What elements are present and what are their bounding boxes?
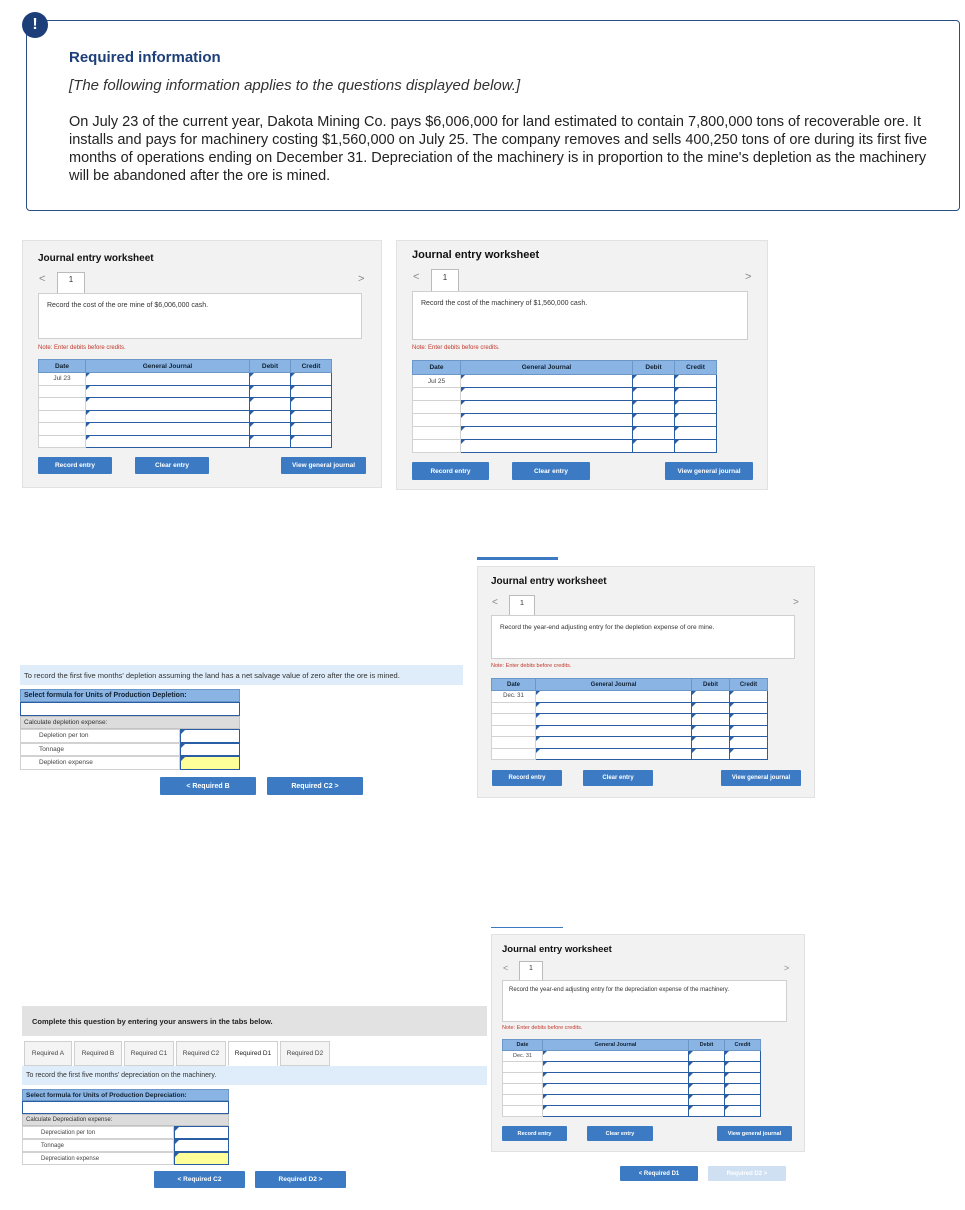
tonnage-input[interactable] bbox=[174, 1139, 229, 1152]
date-cell bbox=[503, 1073, 543, 1084]
worksheet-prompt: Record the year-end adjusting entry for the depreciation expense of the machinery. bbox=[502, 980, 787, 1022]
date-cell bbox=[39, 385, 86, 398]
date-cell bbox=[492, 748, 536, 760]
clear-entry-button[interactable]: Clear entry bbox=[512, 462, 590, 480]
tab-required-d1[interactable]: Required D1 bbox=[228, 1041, 278, 1066]
tonnage-input[interactable] bbox=[180, 743, 240, 757]
row-label: Depreciation expense bbox=[22, 1152, 174, 1165]
depreciation-row bbox=[22, 1126, 229, 1139]
record-entry-button[interactable]: Record entry bbox=[412, 462, 489, 480]
account-input[interactable] bbox=[461, 427, 633, 440]
col-general-journal: General Journal bbox=[86, 360, 250, 373]
debit-input[interactable] bbox=[689, 1051, 725, 1062]
required-d1-button[interactable]: < Required D1 bbox=[620, 1166, 698, 1181]
credit-input[interactable] bbox=[291, 435, 332, 448]
row-label: Tonnage bbox=[20, 743, 180, 757]
depreciation-per-ton-input[interactable] bbox=[174, 1126, 229, 1139]
date-cell bbox=[413, 440, 461, 453]
date-cell bbox=[492, 737, 536, 749]
journal-grid bbox=[38, 359, 332, 448]
depreciation-row bbox=[22, 1152, 229, 1165]
col-date: Date bbox=[503, 1040, 543, 1051]
credit-input[interactable] bbox=[675, 414, 717, 427]
depreciation-row bbox=[22, 1139, 229, 1152]
account-input[interactable] bbox=[543, 1106, 689, 1117]
tab-required-c1[interactable]: Required C1 bbox=[124, 1041, 174, 1066]
tab-required-d2[interactable]: Required D2 bbox=[280, 1041, 330, 1066]
account-input[interactable] bbox=[86, 435, 250, 448]
col-credit: Credit bbox=[291, 360, 332, 373]
worksheet-note: Note: Enter debits before credits. bbox=[412, 345, 500, 351]
debit-input[interactable] bbox=[633, 440, 675, 453]
depreciation-instruction: To record the first five months' depreciation on the machinery. bbox=[22, 1066, 487, 1085]
debit-input[interactable] bbox=[692, 702, 730, 714]
col-date: Date bbox=[39, 360, 86, 373]
worksheet-note: Note: Enter debits before credits. bbox=[491, 663, 572, 669]
row-label: Tonnage bbox=[22, 1139, 174, 1152]
account-input[interactable] bbox=[86, 410, 250, 423]
date-cell bbox=[503, 1084, 543, 1095]
row-label: Depletion per ton bbox=[20, 729, 180, 743]
chevron-left-icon[interactable]: < bbox=[39, 273, 46, 285]
debit-input[interactable] bbox=[689, 1073, 725, 1084]
debit-input[interactable] bbox=[633, 414, 675, 427]
date-cell bbox=[492, 702, 536, 714]
record-entry-button[interactable]: Record entry bbox=[502, 1126, 567, 1141]
date-cell bbox=[503, 1062, 543, 1073]
clear-entry-button[interactable]: Clear entry bbox=[135, 457, 209, 474]
tab-required-a[interactable]: Required A bbox=[24, 1041, 72, 1066]
credit-input[interactable] bbox=[725, 1062, 761, 1073]
worksheet-prompt: Record the cost of the ore mine of $6,006,000 cash. bbox=[38, 293, 362, 339]
col-credit: Credit bbox=[675, 361, 717, 375]
complete-question-bar: Complete this question by entering your answers in the tabs below. bbox=[22, 1006, 487, 1036]
credit-input[interactable] bbox=[725, 1106, 761, 1117]
credit-input[interactable] bbox=[675, 375, 717, 388]
credit-input[interactable] bbox=[291, 385, 332, 398]
worksheet-tab-1[interactable]: 1 bbox=[431, 269, 459, 292]
depreciation-calc-label: Calculate Depreciation expense: bbox=[22, 1114, 229, 1126]
view-general-journal-button[interactable]: View general journal bbox=[665, 462, 753, 480]
account-input[interactable] bbox=[86, 373, 250, 386]
credit-input[interactable] bbox=[730, 748, 768, 760]
required-d2-button[interactable]: Required D2 > bbox=[255, 1171, 346, 1188]
date-cell bbox=[39, 410, 86, 423]
credit-input[interactable] bbox=[730, 725, 768, 737]
worksheet-tab-1[interactable]: 1 bbox=[519, 961, 543, 981]
depletion-calc-label: Calculate depletion expense: bbox=[20, 716, 240, 729]
depletion-row bbox=[20, 729, 240, 743]
debit-input[interactable] bbox=[692, 725, 730, 737]
date-cell bbox=[413, 388, 461, 401]
chevron-left-icon[interactable]: < bbox=[492, 597, 498, 608]
journal-grid bbox=[491, 678, 768, 760]
debit-input[interactable] bbox=[250, 373, 291, 386]
debit-input[interactable] bbox=[692, 691, 730, 703]
depreciation-formula-input[interactable] bbox=[22, 1101, 229, 1114]
date-cell bbox=[39, 398, 86, 411]
col-debit: Debit bbox=[689, 1040, 725, 1051]
date-cell bbox=[492, 714, 536, 726]
debit-input[interactable] bbox=[633, 388, 675, 401]
journal-worksheet-machinery bbox=[396, 240, 768, 490]
journal-grid bbox=[502, 1039, 761, 1117]
col-credit: Credit bbox=[730, 679, 768, 691]
credit-input[interactable] bbox=[675, 440, 717, 453]
credit-input[interactable] bbox=[730, 714, 768, 726]
row-label: Depreciation per ton bbox=[22, 1126, 174, 1139]
debit-input[interactable] bbox=[689, 1095, 725, 1106]
debit-input[interactable] bbox=[689, 1084, 725, 1095]
date-cell bbox=[503, 1106, 543, 1117]
debit-input[interactable] bbox=[250, 385, 291, 398]
tab-indicator bbox=[491, 927, 563, 928]
account-input[interactable] bbox=[536, 748, 692, 760]
account-input[interactable] bbox=[461, 375, 633, 388]
account-input[interactable] bbox=[86, 423, 250, 436]
credit-input[interactable] bbox=[730, 737, 768, 749]
date-cell bbox=[503, 1095, 543, 1106]
worksheet-note: Note: Enter debits before credits. bbox=[38, 345, 126, 351]
debit-input[interactable] bbox=[250, 410, 291, 423]
worksheet-title: Journal entry worksheet bbox=[412, 249, 540, 261]
required-b-button[interactable]: < Required B bbox=[160, 777, 256, 795]
tab-required-b[interactable]: Required B bbox=[74, 1041, 122, 1066]
row-label: Depletion expense bbox=[20, 756, 180, 770]
required-c2-button[interactable]: Required C2 > bbox=[267, 777, 363, 795]
worksheet-tab-1[interactable]: 1 bbox=[57, 272, 85, 294]
credit-input[interactable] bbox=[291, 398, 332, 411]
credit-input[interactable] bbox=[675, 388, 717, 401]
info-title: Required information bbox=[69, 49, 221, 66]
col-general-journal: General Journal bbox=[461, 361, 633, 375]
journal-worksheet-depreciation bbox=[491, 934, 805, 1152]
col-debit: Debit bbox=[692, 679, 730, 691]
depletion-formula-input[interactable] bbox=[20, 702, 240, 716]
account-input[interactable] bbox=[536, 737, 692, 749]
chevron-right-icon[interactable]: > bbox=[793, 597, 799, 608]
credit-input[interactable] bbox=[725, 1073, 761, 1084]
col-general-journal: General Journal bbox=[543, 1040, 689, 1051]
debit-input[interactable] bbox=[689, 1106, 725, 1117]
depletion-row bbox=[20, 756, 240, 770]
worksheet-title: Journal entry worksheet bbox=[502, 944, 612, 955]
chevron-left-icon[interactable]: < bbox=[503, 963, 509, 973]
debit-input[interactable] bbox=[692, 748, 730, 760]
date-cell: Jul 25 bbox=[413, 375, 461, 388]
account-input[interactable] bbox=[461, 388, 633, 401]
account-input[interactable] bbox=[543, 1062, 689, 1073]
date-cell bbox=[39, 423, 86, 436]
worksheet-title: Journal entry worksheet bbox=[491, 576, 607, 587]
account-input[interactable] bbox=[461, 401, 633, 414]
account-input[interactable] bbox=[86, 385, 250, 398]
credit-input[interactable] bbox=[291, 373, 332, 386]
credit-input[interactable] bbox=[730, 702, 768, 714]
chevron-right-icon[interactable]: > bbox=[745, 271, 752, 283]
required-c2-button[interactable]: < Required C2 bbox=[154, 1171, 245, 1188]
credit-input[interactable] bbox=[725, 1084, 761, 1095]
view-general-journal-button[interactable]: View general journal bbox=[717, 1126, 792, 1141]
date-cell bbox=[413, 401, 461, 414]
account-input[interactable] bbox=[461, 414, 633, 427]
info-subtitle: [The following information applies to the questions displayed below.] bbox=[69, 77, 521, 94]
date-cell bbox=[413, 414, 461, 427]
journal-grid bbox=[412, 360, 717, 453]
worksheet-tab-1[interactable]: 1 bbox=[509, 595, 535, 616]
journal-worksheet-ore-mine bbox=[22, 240, 382, 488]
credit-input[interactable] bbox=[730, 691, 768, 703]
chevron-right-icon[interactable]: > bbox=[358, 273, 365, 285]
clear-entry-button[interactable]: Clear entry bbox=[587, 1126, 653, 1141]
depletion-instruction: To record the first five months' depletion assuming the land has a net salvage value of zero after the ore is mined. bbox=[20, 665, 463, 685]
debit-input[interactable] bbox=[633, 427, 675, 440]
date-cell bbox=[39, 435, 86, 448]
col-date: Date bbox=[413, 361, 461, 375]
depletion-per-ton-input[interactable] bbox=[180, 729, 240, 743]
worksheet-prompt: Record the cost of the machinery of $1,560,000 cash. bbox=[412, 291, 748, 340]
col-general-journal: General Journal bbox=[536, 679, 692, 691]
credit-input[interactable] bbox=[291, 410, 332, 423]
alert-icon: ! bbox=[22, 12, 48, 38]
debit-input[interactable] bbox=[250, 423, 291, 436]
depreciation-expense-output[interactable] bbox=[174, 1152, 229, 1165]
date-cell: Dec. 31 bbox=[492, 691, 536, 703]
col-date: Date bbox=[492, 679, 536, 691]
date-cell: Jul 23 bbox=[39, 373, 86, 386]
record-entry-button[interactable]: Record entry bbox=[38, 457, 112, 474]
account-input[interactable] bbox=[543, 1051, 689, 1062]
depletion-row bbox=[20, 743, 240, 757]
account-input[interactable] bbox=[536, 702, 692, 714]
clear-entry-button[interactable]: Clear entry bbox=[583, 770, 653, 786]
account-input[interactable] bbox=[536, 725, 692, 737]
account-input[interactable] bbox=[536, 691, 692, 703]
credit-input[interactable] bbox=[291, 423, 332, 436]
record-entry-button[interactable]: Record entry bbox=[492, 770, 562, 786]
date-cell: Dec. 31 bbox=[503, 1051, 543, 1062]
account-input[interactable] bbox=[543, 1084, 689, 1095]
worksheet-title: Journal entry worksheet bbox=[38, 253, 154, 264]
credit-input[interactable] bbox=[725, 1095, 761, 1106]
journal-worksheet-depletion bbox=[477, 566, 815, 798]
account-input[interactable] bbox=[543, 1073, 689, 1084]
debit-input[interactable] bbox=[633, 401, 675, 414]
required-information-box bbox=[26, 20, 960, 211]
tab-indicator bbox=[477, 557, 558, 560]
chevron-right-icon[interactable]: > bbox=[784, 963, 790, 973]
credit-input[interactable] bbox=[675, 401, 717, 414]
col-debit: Debit bbox=[633, 361, 675, 375]
worksheet-prompt: Record the year-end adjusting entry for the depletion expense of ore mine. bbox=[491, 615, 795, 659]
view-general-journal-button[interactable]: View general journal bbox=[281, 457, 366, 474]
account-input[interactable] bbox=[461, 440, 633, 453]
credit-input[interactable] bbox=[725, 1051, 761, 1062]
debit-input[interactable] bbox=[250, 398, 291, 411]
required-tabs bbox=[24, 1041, 332, 1066]
info-body: On July 23 of the current year, Dakota Mining Co. pays $6,006,000 for land estimated to contain 7,800,000 tons of recoverable ore. It installs and pays for machinery costing $1,560,000 on July 25. The company removes and sells 400,250 tons of ore during its first five months of operations ending on December 31. Depreciation of the machinery is in proportion to the mine's depletion as the machinery will be abandoned after the ore is mined. bbox=[69, 114, 928, 184]
chevron-left-icon[interactable]: < bbox=[413, 271, 420, 283]
depletion-formula-label: Select formula for Units of Production Depletion: bbox=[20, 689, 240, 702]
depletion-expense-output[interactable] bbox=[180, 756, 240, 770]
view-general-journal-button[interactable]: View general journal bbox=[721, 770, 801, 786]
debit-input[interactable] bbox=[633, 375, 675, 388]
debit-input[interactable] bbox=[250, 435, 291, 448]
col-credit: Credit bbox=[725, 1040, 761, 1051]
date-cell bbox=[413, 427, 461, 440]
worksheet-note: Note: Enter debits before credits. bbox=[502, 1025, 583, 1031]
date-cell bbox=[492, 725, 536, 737]
account-input[interactable] bbox=[536, 714, 692, 726]
account-input[interactable] bbox=[543, 1095, 689, 1106]
depreciation-formula-label: Select formula for Units of Production Depreciation: bbox=[22, 1089, 229, 1101]
tab-required-c2[interactable]: Required C2 bbox=[176, 1041, 226, 1066]
debit-input[interactable] bbox=[692, 714, 730, 726]
col-debit: Debit bbox=[250, 360, 291, 373]
debit-input[interactable] bbox=[692, 737, 730, 749]
credit-input[interactable] bbox=[675, 427, 717, 440]
debit-input[interactable] bbox=[689, 1062, 725, 1073]
account-input[interactable] bbox=[86, 398, 250, 411]
required-d2-button-disabled: Required D2 > bbox=[708, 1166, 786, 1181]
